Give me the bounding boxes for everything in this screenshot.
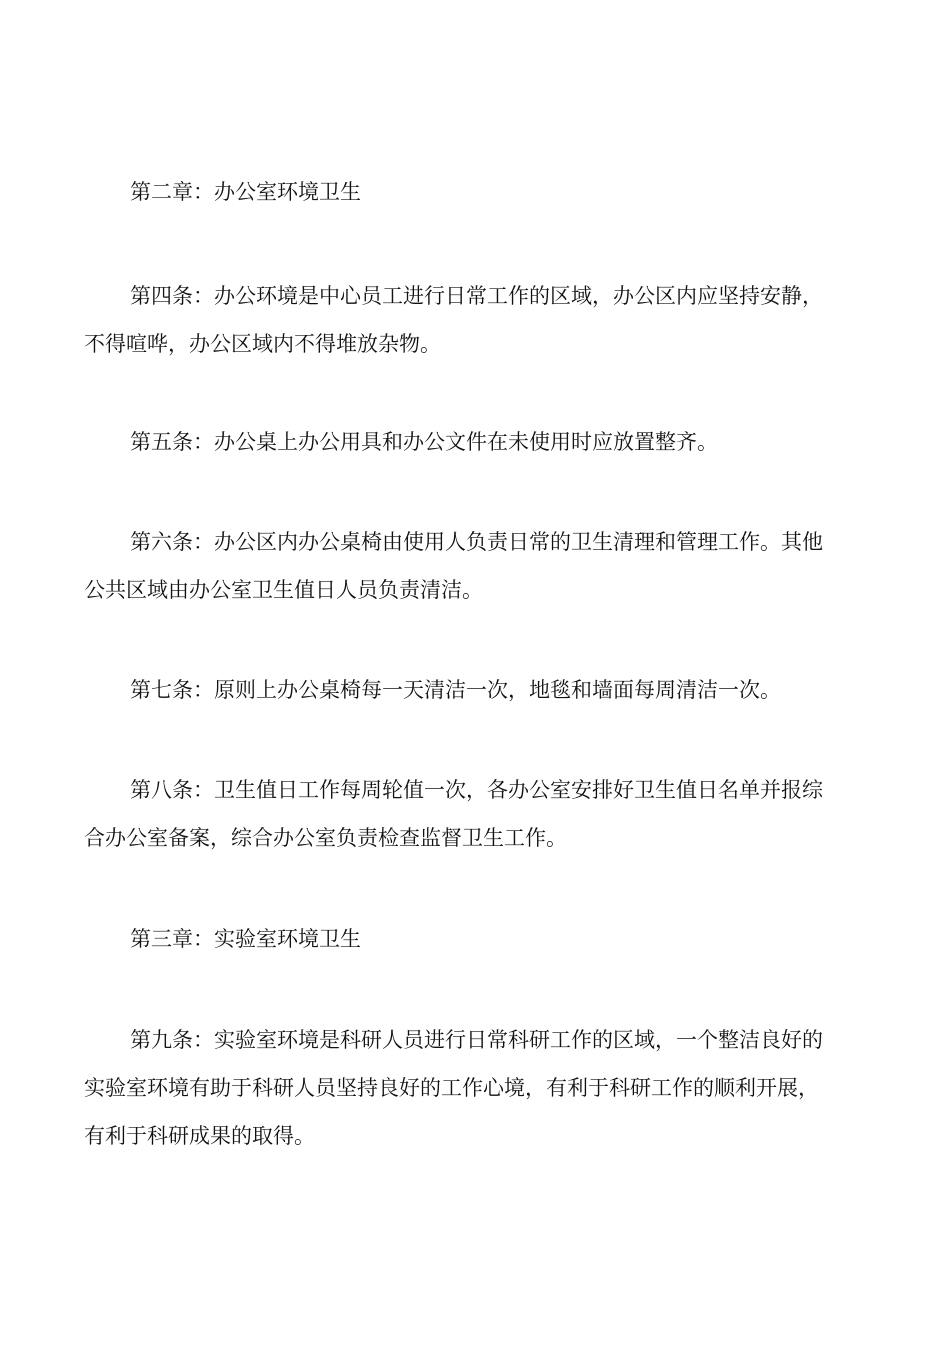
chapter-3-heading: 第三章：实验室环境卫生 <box>130 927 361 951</box>
article-5-paragraph: 第五条：办公桌上办公用具和办公文件在未使用时应放置整齐。 <box>130 430 718 454</box>
article-9-paragraph: 第九条：实验室环境是科研人员进行日常科研工作的区域，一个整洁良好的实验室环境有助于科研人员坚持良好的工作心境，有利于科研工作的顺利开展，有利于科研成果的取得。 <box>84 1028 823 1148</box>
article-8-paragraph: 第八条：卫生值日工作每周轮值一次，各办公室安排好卫生值日名单并报综合办公室备案，综合办公室负责检查监督卫生工作。 <box>84 778 823 850</box>
chapter-2-heading: 第二章：办公室环境卫生 <box>130 180 361 204</box>
article-6-paragraph: 第六条：办公区内办公桌椅由使用人负责日常的卫生清理和管理工作。其他公共区域由办公室卫生值日人员负责清洁。 <box>84 530 823 602</box>
article-4-paragraph: 第四条：办公环境是中心员工进行日常工作的区域，办公区内应坚持安静，不得喧哗，办公区域内不得堆放杂物。 <box>84 284 823 356</box>
article-7-paragraph: 第七条：原则上办公桌椅每一天清洁一次，地毯和墙面每周清洁一次。 <box>130 678 781 702</box>
